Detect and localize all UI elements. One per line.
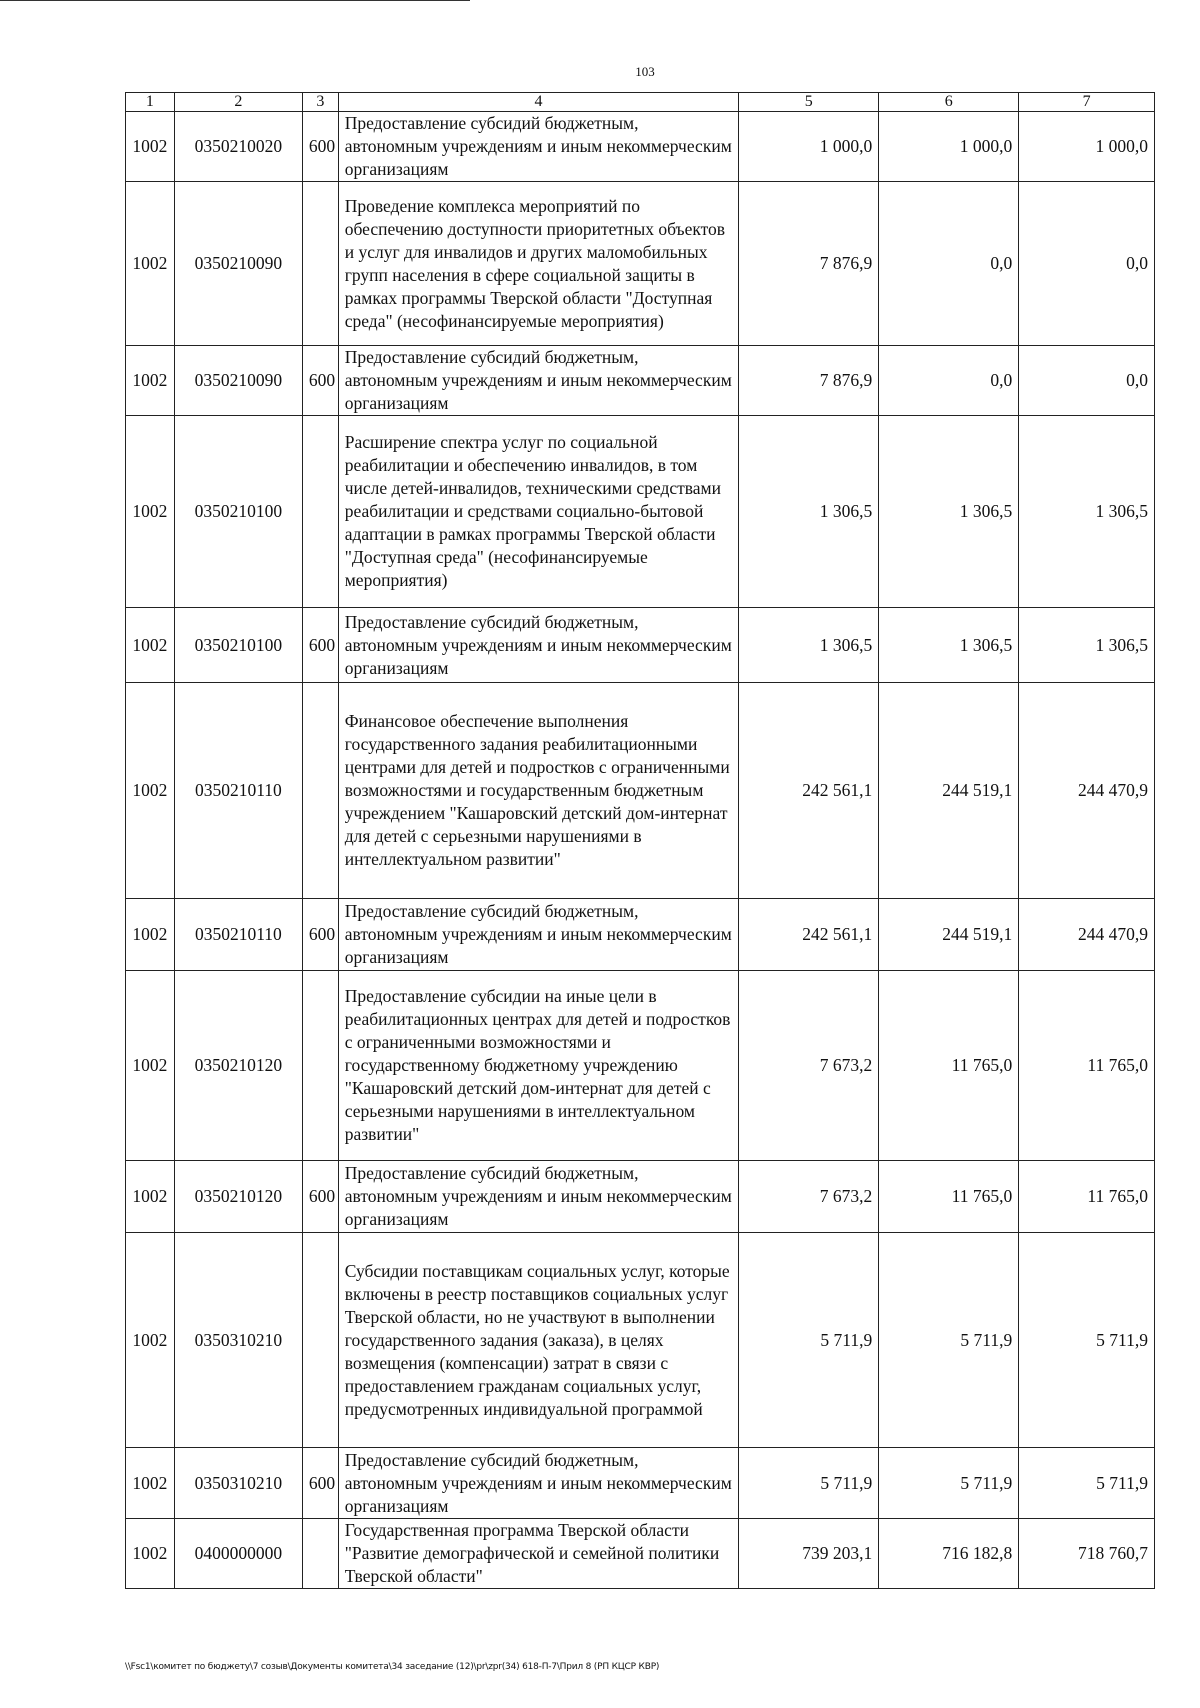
expense-type-cell [302, 683, 338, 899]
target-code-cell: 0400000000 [174, 1519, 302, 1589]
description-cell: Проведение комплекса мероприятий по обеспечению доступности приоритетных объектов и услуг для инвалидов и других маломобильных групп населения в сфере социальной защиты в рамках программы Тверской области "Доступная среда" (несофинансируемые мероприятия) [338, 182, 739, 346]
amount-cell: 7 673,2 [739, 971, 879, 1161]
section-cell: 1002 [126, 608, 175, 683]
target-code-cell: 0350210100 [174, 608, 302, 683]
amount-cell: 5 711,9 [879, 1233, 1019, 1448]
table-row [126, 416, 1155, 608]
target-code-cell: 0350210110 [174, 899, 302, 971]
expense-type-cell [302, 1519, 338, 1589]
expense-type-cell: 600 [302, 1161, 338, 1233]
description-cell: Предоставление субсидий бюджетным, автономным учреждениям и иным некоммерческим организациям [338, 346, 739, 416]
table-row [126, 1519, 1155, 1589]
target-code-cell: 0350310210 [174, 1448, 302, 1519]
amount-cell: 11 765,0 [1019, 971, 1155, 1161]
section-cell: 1002 [126, 1161, 175, 1233]
amount-cell: 739 203,1 [739, 1519, 879, 1589]
table-row [126, 683, 1155, 899]
expense-type-cell [302, 971, 338, 1161]
amount-cell: 1 306,5 [879, 608, 1019, 683]
section-cell: 1002 [126, 346, 175, 416]
target-code-cell: 0350210120 [174, 1161, 302, 1233]
section-cell: 1002 [126, 416, 175, 608]
target-code-cell: 0350210120 [174, 971, 302, 1161]
amount-cell: 242 561,1 [739, 683, 879, 899]
section-cell: 1002 [126, 971, 175, 1161]
expense-type-cell: 600 [302, 1448, 338, 1519]
target-code-cell: 0350210110 [174, 683, 302, 899]
section-cell: 1002 [126, 1448, 175, 1519]
table-row [126, 971, 1155, 1161]
section-cell: 1002 [126, 182, 175, 346]
description-cell: Субсидии поставщикам социальных услуг, которые включены в реестр поставщиков социальных услуг Тверской области, но не участвуют в выполнении государственного задания (заказа), в целях возмещения (компенсации) затрат в связи с предоставлением гражданам социальных услуг, предусмотренных индивидуальной программой [338, 1233, 739, 1448]
table-row [126, 1448, 1155, 1519]
description-cell: Предоставление субсидий бюджетным, автономным учреждениям и иным некоммерческим организациям [338, 1448, 739, 1519]
amount-cell: 5 711,9 [1019, 1233, 1155, 1448]
amount-cell: 5 711,9 [1019, 1448, 1155, 1519]
table-row [126, 112, 1155, 182]
amount-cell: 242 561,1 [739, 899, 879, 971]
amount-cell: 0,0 [1019, 346, 1155, 416]
table-row [126, 346, 1155, 416]
budget-table [125, 92, 1155, 1589]
amount-cell: 244 519,1 [879, 899, 1019, 971]
target-code-cell: 0350310210 [174, 1233, 302, 1448]
amount-cell: 5 711,9 [879, 1448, 1019, 1519]
amount-cell: 1 306,5 [1019, 608, 1155, 683]
expense-type-cell [302, 182, 338, 346]
description-cell: Предоставление субсидий бюджетным, автономным учреждениям и иным некоммерческим организациям [338, 608, 739, 683]
amount-cell: 244 519,1 [879, 683, 1019, 899]
column-header: 7 [1019, 93, 1155, 112]
column-header: 4 [338, 93, 739, 112]
expense-type-cell: 600 [302, 346, 338, 416]
amount-cell: 1 306,5 [879, 416, 1019, 608]
column-header: 5 [739, 93, 879, 112]
amount-cell: 1 000,0 [879, 112, 1019, 182]
amount-cell: 718 760,7 [1019, 1519, 1155, 1589]
page-number: 103 [635, 64, 655, 79]
section-cell: 1002 [126, 112, 175, 182]
amount-cell: 1 306,5 [739, 608, 879, 683]
description-cell: Расширение спектра услуг по социальной реабилитации и обеспечению инвалидов, в том числе детей-инвалидов, техническими средствами реабилитации и средствами социально-бытовой адаптации в рамках программы Тверской области "Доступная среда" (несофинансируемые мероприятия) [338, 416, 739, 608]
target-code-cell: 0350210100 [174, 416, 302, 608]
description-cell: Государственная программа Тверской области "Развитие демографической и семейной политики Тверской области" [338, 1519, 739, 1589]
amount-cell: 0,0 [1019, 182, 1155, 346]
column-header: 2 [174, 93, 302, 112]
description-cell: Предоставление субсидий бюджетным, автономным учреждениям и иным некоммерческим организациям [338, 899, 739, 971]
amount-cell: 244 470,9 [1019, 899, 1155, 971]
amount-cell: 7 876,9 [739, 182, 879, 346]
amount-cell: 716 182,8 [879, 1519, 1019, 1589]
table-row [126, 1161, 1155, 1233]
expense-type-cell: 600 [302, 608, 338, 683]
table-row [126, 608, 1155, 683]
file-path-footer: \\Fsc1\комитет по бюджету\7 созыв\Документы комитета\34 заседание (12)\pr\zpr(34) 618-П-7\Прил 8 (РП КЦСР КВР) [125, 1662, 660, 1672]
description-cell: Предоставление субсидий бюджетным, автономным учреждениям и иным некоммерческим организациям [338, 112, 739, 182]
amount-cell: 7 673,2 [739, 1161, 879, 1233]
section-cell: 1002 [126, 683, 175, 899]
column-header: 6 [879, 93, 1019, 112]
section-cell: 1002 [126, 1519, 175, 1589]
table-row [126, 182, 1155, 346]
header-row [126, 93, 1155, 112]
target-code-cell: 0350210090 [174, 346, 302, 416]
amount-cell: 11 765,0 [879, 971, 1019, 1161]
table-row [126, 899, 1155, 971]
amount-cell: 1 306,5 [739, 416, 879, 608]
description-cell: Финансовое обеспечение выполнения государственного задания реабилитационными центрами для детей и подростков с ограниченными возможностями и государственным бюджетным учреждением "Кашаровский детский дом-интернат для детей с серьезными нарушениями в интеллектуальном развитии" [338, 683, 739, 899]
amount-cell: 244 470,9 [1019, 683, 1155, 899]
amount-cell: 11 765,0 [879, 1161, 1019, 1233]
section-cell: 1002 [126, 899, 175, 971]
expense-type-cell [302, 1233, 338, 1448]
table-row [126, 1233, 1155, 1448]
column-header: 3 [302, 93, 338, 112]
amount-cell: 0,0 [879, 346, 1019, 416]
expense-type-cell: 600 [302, 112, 338, 182]
amount-cell: 1 306,5 [1019, 416, 1155, 608]
amount-cell: 7 876,9 [739, 346, 879, 416]
column-header: 1 [126, 93, 175, 112]
amount-cell: 1 000,0 [739, 112, 879, 182]
target-code-cell: 0350210090 [174, 182, 302, 346]
target-code-cell: 0350210020 [174, 112, 302, 182]
amount-cell: 5 711,9 [739, 1233, 879, 1448]
amount-cell: 5 711,9 [739, 1448, 879, 1519]
expense-type-cell [302, 416, 338, 608]
description-cell: Предоставление субсидий бюджетным, автономным учреждениям и иным некоммерческим организациям [338, 1161, 739, 1233]
section-cell: 1002 [126, 1233, 175, 1448]
amount-cell: 0,0 [879, 182, 1019, 346]
description-cell: Предоставление субсидии на иные цели в реабилитационных центрах для детей и подростков с ограниченными возможностями и государственному бюджетному учреждению "Кашаровский детский дом-интернат для детей с серьезными нарушениями в интеллектуальном развитии" [338, 971, 739, 1161]
scan-edge-line [0, 0, 470, 1]
amount-cell: 1 000,0 [1019, 112, 1155, 182]
expense-type-cell: 600 [302, 899, 338, 971]
amount-cell: 11 765,0 [1019, 1161, 1155, 1233]
